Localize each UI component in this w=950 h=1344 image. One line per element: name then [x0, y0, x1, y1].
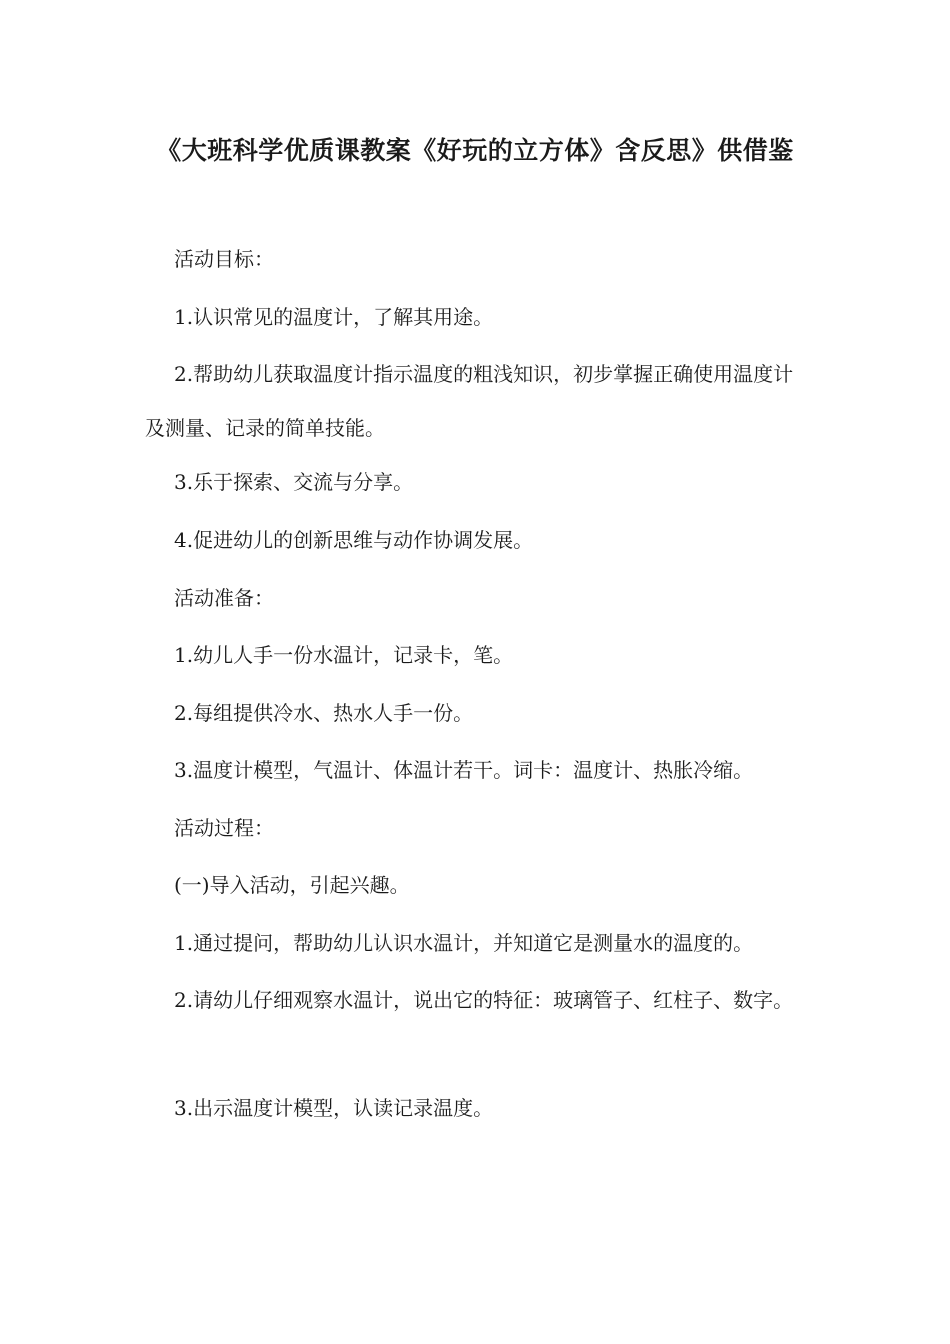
document-title: 《大班科学优质课教案《好玩的立方体》含反思》供借鉴: [156, 136, 794, 165]
paragraph: 1.认识常见的温度计，了解其用途。: [174, 305, 494, 329]
paragraph: 1.幼儿人手一份水温计，记录卡，笔。: [174, 643, 514, 667]
paragraph: 2.请幼儿仔细观察水温计，说出它的特征：玻璃管子、红柱子、数字。: [174, 988, 794, 1012]
paragraph: 4.促进幼儿的创新思维与动作协调发展。: [174, 528, 534, 552]
paragraph: (一)导入活动，引起兴趣。: [174, 873, 410, 897]
section-heading-process: 活动过程：: [174, 816, 274, 840]
section-heading-goals: 活动目标：: [174, 247, 274, 271]
paragraph: 3.温度计模型，气温计、体温计若干。词卡：温度计、热胀冷缩。: [174, 758, 754, 782]
paragraph: 3.乐于探索、交流与分享。: [174, 470, 414, 494]
paragraph: 3.出示温度计模型，认读记录温度。: [174, 1096, 494, 1120]
paragraph: 2.帮助幼儿获取温度计指示温度的粗浅知识，初步掌握正确使用温度计及测量、记录的简单技能。: [145, 362, 794, 440]
section-heading-preparation: 活动准备：: [174, 586, 274, 610]
paragraph: 1.通过提问，帮助幼儿认识水温计，并知道它是测量水的温度的。: [174, 931, 754, 955]
paragraph: 2.每组提供冷水、热水人手一份。: [174, 701, 474, 725]
